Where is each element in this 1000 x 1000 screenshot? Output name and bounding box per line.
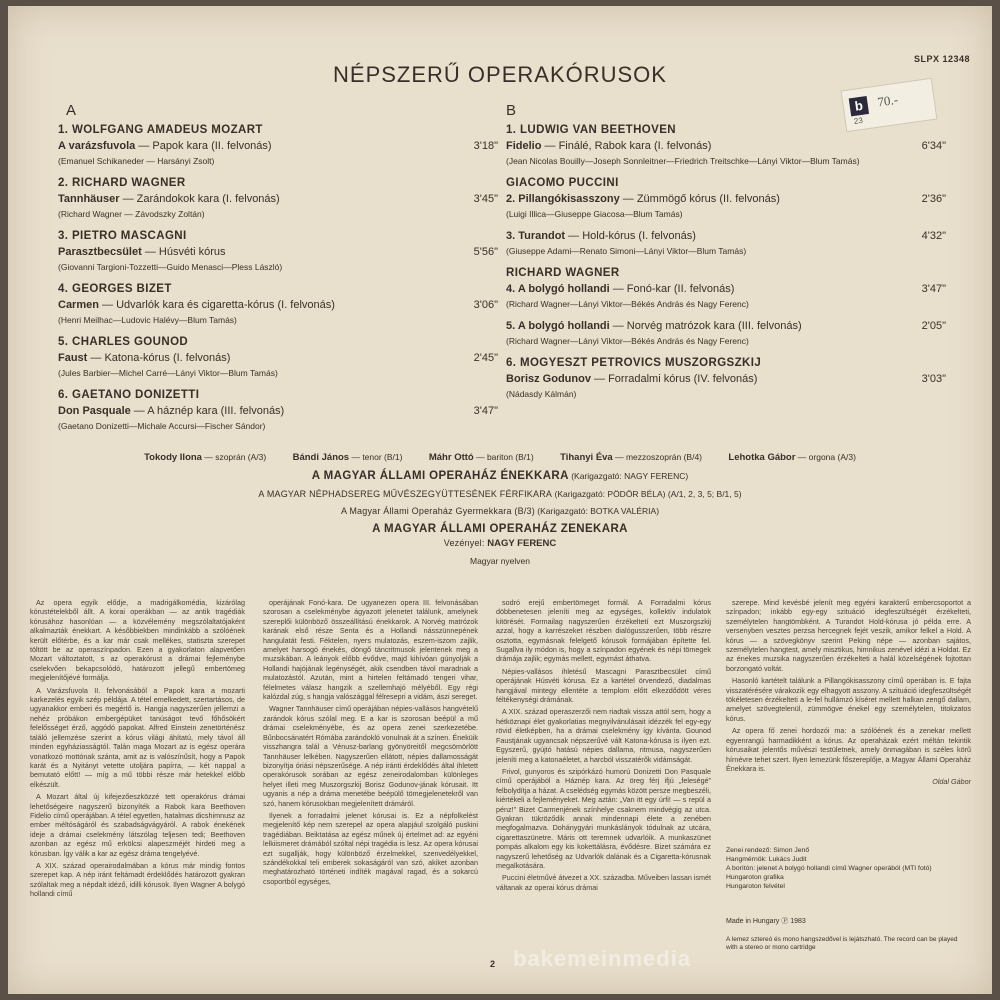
authors: (Richard Wagner—Lányi Viktor—Békés András és Nagy Ferenc) — [506, 336, 749, 346]
composer: 2. RICHARD WAGNER — [58, 177, 186, 189]
soloists — [8, 452, 992, 463]
male-chorus-master: (Karigazgató: PÖDÖR BÉLA) (A/1, 2, 3, 5; B/1, 5) — [554, 489, 742, 499]
male-chorus: A MAGYAR NÉPHADSEREG MŰVÉSZEGYÜTTESÉNEK FÉRFIKARA — [258, 489, 553, 499]
authors: (Nádasdy Kálmán) — [506, 389, 577, 399]
paragraph: Wagner Tannhäuser című operájában népies-vallásos hangvételű zarándok kórus szólal meg. E a kar is szorosan beépül a mű drámai cselekményébe, és az opera zenei szerkezetébe. Bűnbocsánatért Rómába zarándokló vonulnak át a színen. Éneküik visszhangra talál a Vénusz-barlang gyönyöreitől megcsömörlött Tannhäuser lelkében. Nagyszerűen ellátott, népies dallamosságát bizonyítja óriási népszerűsége. A nép iránti érdeklődés által ihletett operakórusok sorában az egész zeneirodalomban különleges helyet illeti meg Muszorgszkij Borisz Godunov-jának kórusait. Itt ugyanis a nép a dráma menetébe beépülő tömegjelenetekről van szó, hanem kórusokban megjelenített drámáról. — [263, 704, 478, 808]
soloist-role: — szoprán (A/3) — [201, 452, 267, 462]
track-a6 — [58, 389, 498, 432]
liner-notes-col1 — [30, 598, 245, 902]
paragraph: Népies-vallásos ihletésű Mascagni Parasztbecsület című operájának Húsvéti kórusa. Ez a kartétel örvendező, diadalmas hangjával mintegy ellentéte a templom előtt elkezdődött véres féltékenységi drámának. — [496, 666, 711, 705]
duration: 5'56" — [473, 246, 498, 258]
authors: (Giuseppe Adami—Renato Simoni—Lányi Viktor—Blum Tamás) — [506, 246, 747, 256]
album-title: NÉPSZERŰ OPERAKÓRUSOK — [333, 62, 667, 87]
paragraph: A XIX. század operaszerzői nem riadtak vissza attól sem, hogy a hétköznapi élet gyakorlatias megnyilvánulásait idézzék fel egy-egy rövid életképben, ha a drámai cselekmény így kívánta. Gounod Faustjának ugyancsak népszerűvé vált Katona-kórusa is ilyen ezt. Egyszerű, gyújtó hatású népies dallama, ritmusa, nagyszerűen jeleníti meg a katonaéletet, a harcból visszatérők vidámságát. — [496, 707, 711, 764]
credit-line: Hangmérnök: Lukács Judit — [726, 856, 807, 863]
opera-title: Borisz Godunov — [506, 373, 591, 385]
paragraph: operájának Fonó-kara. De ugyanezen opera III. felvonásában szorosan a cselekménybe ágyazott jelenetet találunk, amelynek szereplői különböző összeállítású énekkarok. A Norvég matrózok karának első része Senta és a Hollandi násszünnepének hangulatát festi. Féktelen, nyers mulatozás, eszem-iszom zajlik, amelyet harsogó énekés, döngő táncritmusok jelentenek meg a muzsikában. A leányok előbb évődve, majd kihívóan gúnyolják a Hollandi hajójának legénységét, akik csendben távol maradnak a mulatozástól. Azután, mint a hirtelen feltámadó tengeri vihar, félelmetes válasz hangzik a szellemhajó mélyéből. Egy régi kalózdal zúg, s hangja valószággal félresepri a vidám, ászi sereget. — [263, 598, 478, 702]
paragraph: Az opera egyik elődje, a madrigálkomédia, kizárólag kórustételekből állt. A korai operákban — az antik tragédiák kórusához hasonlóan — a közvélemény megszólaltatójaként alkalmazták énekkart. A későbbiekben mindinkább a szólóének került előtérbe, és a kar már csak mellékes, statiszta szerepet töltött be az operaszínpadon. Ezen a gyakorlaton alapvetően Mozart változtatott, s az operakórust a drámai fejleménybe cselekvően bekapcsolódó, határozott jellegű embertömeg megjelenítőjévé formálja. — [30, 598, 245, 683]
duration: 3'03" — [921, 373, 946, 385]
page-mark: 2 — [490, 959, 496, 969]
duration: 3'06" — [473, 299, 498, 311]
track-a1 — [58, 124, 498, 167]
piece-title: — Udvarlók kara és cigaretta-kórus (I. felvonás) — [98, 299, 335, 311]
piece-title: — Fonó-kar (II. felvonás) — [609, 283, 735, 295]
chorus: A MAGYAR ÁLLAMI OPERAHÁZ ÉNEKKARA — [311, 470, 569, 482]
composer: RICHARD WAGNER — [506, 267, 620, 279]
track-a4 — [58, 283, 498, 326]
liner-notes-col3 — [496, 598, 711, 895]
credit-line: Hungaroton grafika — [726, 874, 784, 881]
soloist — [560, 452, 702, 463]
composer: 5. CHARLES GOUNOD — [58, 336, 189, 348]
duration: 2'05" — [921, 320, 946, 332]
paragraph: sodró erejű embertömeget formál. A Forradalmi kórus döbbenetesen jeleníti meg az egységes, kollektív indulatok kitörését. Formailag nagyszerűen érzékeltetí ezt Muszorgszkij azzal, hogy a karrészeket részben dialógusszerűen, több részre osztotta, egymásnak felelgető kórusok formájában építette fel. Sugallva ily módon is, hogy a színpadon egyének és népi tömegek drámája zajlik; egymás mellett, egymást áthatva. — [496, 598, 711, 664]
work-line — [506, 230, 946, 242]
side-b-label: B — [506, 102, 517, 119]
authors: (Jean Nicolas Bouilly—Joseph Sonnleitner—Friedrich Treitschke—Lányi Viktor—Blum Tamás) — [506, 156, 860, 166]
made-in: Made in Hungary — [726, 918, 780, 925]
authors: (Jules Barbier—Michel Carré—Lányi Viktor—Blum Tamás) — [58, 368, 278, 378]
authors: (Luigi Illica—Giuseppe Giacosa—Blum Tamás) — [506, 209, 683, 219]
catalog-number: SLPX 12348 — [913, 54, 970, 64]
shop-logo-icon: b — [849, 96, 869, 116]
side-a-label: A — [66, 102, 77, 119]
chorus-master: (Karigazgató: NAGY FERENC) — [571, 471, 689, 481]
production-credits — [726, 846, 966, 891]
work-line — [58, 405, 498, 417]
playback-note: A lemez sztereó és mono hangszedővel is lejátszható. The record can be played with a stereo or mono cartridge — [726, 936, 958, 951]
duration: 3'18" — [473, 140, 498, 152]
composer: 4. GEORGES BIZET — [58, 283, 172, 295]
composer: 6. MOGYESZT PETROVICS MUSZORGSZKIJ — [506, 357, 762, 369]
side-b-tracklist — [506, 124, 946, 410]
composer: GIACOMO PUCCINI — [506, 177, 619, 189]
childrens-chorus: A Magyar Állami Operaház Gyermekkara (B/3) — [340, 506, 535, 516]
paragraph: Frivol, gunyoros és szipórkázó humorú Donizetti Don Pasquale című operájából a Háznép kara. Az öreg férj ifjú „feleségé” felbolydítja a házat. A cselédség egymás között persze megbeszéli, kiértékeli a fejleményeket. Meg aztán: „Van itt egy úrfi! — s repül a pénz!” Bizet Carmenjének színhelye csaknem mindvégig az utca. Gyakran tükröződik annak mindennapi élete a zenében megfogalmazva. Dohánygyári munkáslányok tódulnak az utcára, cigarettaszünetre. Máris ott teremnek udvarlóik. A munkaszünet pompás alkalom egy kis kokettálásra, évődésre. Bizet számára ez nagyszerű lehetőség az Udvarlók dalának és a Cigaretta-kórusnak megalkotására. — [496, 766, 711, 870]
opera-title: A varázsfuvola — [58, 140, 136, 152]
piece-title: — Forradalmi kórus (IV. felvonás) — [590, 373, 758, 385]
paragraph: Hasonló kartételt találunk a Pillangókisasszony című operában is. E fajta visszatérésére várakozik egy elhagyott asszony. A szituáció idegfeszültségét tökéletesen érzékelteti a le-fel hullámzó kíséret mellett halkan zengő dallam, amelyet szövegtelenül, zümmögve énekel egy személytelen, titokzatos kórus. — [726, 676, 971, 723]
paragraph: Puccini életművé átvezet a XX. századba. Műveiben lassan ismét váltanak az operai kórus drámai — [496, 873, 711, 892]
soloist-name: Tihanyi Éva — [560, 452, 613, 463]
year: 1983 — [790, 918, 806, 925]
paragraph: A Mozart által új kifejezőeszközzé tett operakórus drámai lehetőségeire nagyszerű bizonyíték a Rabok kara Beethoven Fidelio című operájában. A tétel egyetlen, hatalmas dicshimnusz az ember méltóságáról és szabadságvágyáról. A rabok énekének ideje a drámai cselekmény látszólag teljesen tedi; Beethoven azonban az egész mű erkölcsi alapeszméjét hirdeti meg a kórusban. Így válik a kar az egész dráma tengelyévé. — [30, 792, 245, 858]
soloist-role: — mezzoszoprán (B/4) — [612, 452, 703, 462]
opera-title: 5. A bolygó hollandi — [506, 320, 610, 332]
paragraph: Ilyenek a forradalmi jelenet kórusai is. Ez a népfolkelést megjelenítő kép nem szerepel az opera alapjául szolgáló puskini tragédiában. Beiktatása az egész műnek új értelmet ad: az egyéni lelkiismeret drámából szóltal népi tragédia is lesz. Az opera kórusai ezt sugallják, hogy különböző érzelmekkel, szenvedélyekkel, szándékokkal teli emberek sokaságáról van szó, akiket azonban meghatározható történeti indíték magával ragad, és a sokarcú csoportból egységes, — [263, 810, 478, 886]
soloist-name: Tokody Ilona — [144, 452, 202, 463]
piece-title: — Finálé, Rabok kara (I. felvonás) — [541, 140, 712, 152]
work-line — [58, 140, 498, 152]
conductor: NAGY FERENC — [487, 538, 557, 549]
opera-title: 4. A bolygó hollandi — [506, 283, 610, 295]
opera-title: Don Pasquale — [58, 405, 131, 417]
duration: 3'47" — [473, 405, 498, 417]
paragraph: A XIX. század operairodalmában a kórus már mindig fontos szerepet kap. A nép iránt feltámadt érdeklődés határozott gyakran szólaltak meg a népdalt idéző, idilli kórusok. Ilyen Wagner A bolygó hollandi című — [30, 860, 245, 899]
credit-line: A borítón: jelenet A bolygó hollandi című Wagner operából (MTI fotó) — [726, 865, 932, 872]
soloist-role: — bariton (B/1) — [473, 452, 534, 462]
work-line — [506, 283, 946, 295]
made-in-line — [726, 916, 806, 926]
record-sleeve-back — [8, 6, 992, 994]
opera-title: Faust — [58, 352, 88, 364]
composer: 3. PIETRO MASCAGNI — [58, 230, 187, 242]
opera-title: Tannhäuser — [58, 193, 120, 205]
work-line — [58, 193, 498, 205]
side-a-tracklist — [58, 124, 498, 442]
soloist — [144, 452, 266, 463]
soloist-name: Máhr Ottó — [428, 452, 474, 463]
work-line — [58, 352, 498, 364]
work-line — [506, 320, 946, 332]
opera-title: Carmen — [58, 299, 99, 311]
language: Magyar nyelven — [469, 556, 530, 566]
piece-title: — Katona-kórus (I. felvonás) — [87, 352, 231, 364]
piece-title: — Papok kara (II. felvonás) — [135, 140, 272, 152]
piece-title: — Zümmögő kórus (II. felvonás) — [619, 193, 780, 205]
authors: (Gaetano Donizetti—Michale Accursi—Fischer Sándor) — [58, 421, 266, 431]
track-a3 — [58, 230, 498, 273]
piece-title: — A háznép kara (III. felvonás) — [130, 405, 285, 417]
duration: 3'47" — [921, 283, 946, 295]
sticker-price: 70.- — [876, 91, 899, 110]
soloist-name: Lehotka Gábor — [728, 452, 796, 463]
phonogram-icon: Ⓟ — [781, 918, 789, 925]
opera-title: Fidelio — [506, 140, 542, 152]
male-chorus-line — [8, 489, 992, 499]
paragraph: Az opera fő zenei hordozói ma: a szólóének és a zenekar mellett egyenrangú harmadikként a kórus. Az operaházak ezért méltán tekintik kórusaikat jelentős művészi testületnek, amely önmagában is széles körű hírnévre tehet szert. Ilyen lemezünk főszereplője, a Magyar Állami Operaház Énekkara is. — [726, 726, 971, 773]
duration: 2'36" — [921, 193, 946, 205]
sticker-code: 23 — [853, 115, 864, 126]
childrens-chorus-line — [8, 506, 992, 516]
work-line — [58, 246, 498, 258]
paragraph: szerepe. Mind kevésbé jelenít meg egyéni karakterű embercsoportot a színpadon; inkább egy-egy szituáció idegfeszültségét érzékelteti, személytelen hangtömbként. A Turandot Hold-kórusa jó példa erre. A versenyben vesztes perzsa hercegnek fejét veszik, amikor felkel a Hold. A kórus — a szövegkönyv szerint Peking népe — azonban sajátos, személytelen hangtest, amely misztikus, himnikus zenével idézi a Holdat. Ez az énekes muzsika nagyszerűen érzékelteti a halál közelségének fojtottan borzongató voltát. — [726, 598, 971, 673]
chorus-line — [8, 470, 992, 482]
composer: 1. WOLFGANG AMADEUS MOZART — [58, 124, 263, 136]
piece-title: — Zarándokok kara (I. felvonás) — [119, 193, 280, 205]
opera-title: 2. Pillangókisasszony — [506, 193, 620, 205]
opera-title: Parasztbecsület — [58, 246, 142, 258]
conductor-line — [8, 538, 992, 549]
authors: (Henri Meilhac—Ludovic Halévy—Blum Tamás) — [58, 315, 237, 325]
duration: 2'45" — [473, 352, 498, 364]
work-line — [58, 299, 498, 311]
performers — [8, 452, 992, 573]
soloist-role: — orgona (A/3) — [795, 452, 856, 462]
piece-title: — Norvég matrózok kara (III. felvonás) — [609, 320, 802, 332]
soloist — [293, 452, 403, 463]
credit-line: Hungaroton felvétel — [726, 883, 785, 890]
duration: 3'45" — [473, 193, 498, 205]
liner-notes-col2 — [263, 598, 478, 889]
composer: 1. LUDWIG VAN BEETHOVEN — [506, 124, 676, 136]
soloist — [429, 452, 534, 463]
track-a5 — [58, 336, 498, 379]
authors: (Richard Wagner — Závodszky Zoltán) — [58, 209, 205, 219]
childrens-chorus-master: (Karigazgató: BOTKA VALÉRIA) — [537, 506, 660, 516]
watermark: bakemeinmedia — [513, 946, 692, 971]
duration: 4'32" — [921, 230, 946, 242]
credit-line: Zenei rendező: Simon Jenő — [726, 847, 810, 854]
piece-title: — Húsvéti kórus — [141, 246, 226, 258]
author-signature: Oldal Gábor — [932, 777, 971, 787]
conductor-label: Vezényel: — [443, 538, 488, 548]
authors: (Richard Wagner—Lányi Viktor—Békés András és Nagy Ferenc) — [506, 299, 749, 309]
work-line — [506, 193, 946, 205]
paragraph: A Varázsfuvola II. felvonásából a Papok kara a mozarti karkezelés egyik szép példája. A tétel emelkedett, szertartásos, de ugyanakkor emberi és megértő is. Hangja nagyszerűen jellemzi a nehéz próbákon embergépüket tanúságot tevő főhősökért felelősséget érző, aggódó papokat. Alfred Einstein zenetörténész találó jellemzése szerint a kórus világi áhítatú, mely távol áll minden egyháziasságtól. Talán maga Mozart az is egész operára vonatkozó mottónak szánta, amit az is valószínűsít, hogy a Papok karát és a Nyitányt vetette utoljára papírra, — két nappal a bemutató előtt! — míg a mű többi része már hetekkel előbb elkészült. — [30, 685, 245, 789]
soloist-name: Bándi János — [292, 452, 350, 463]
work-line — [506, 140, 946, 152]
soloist — [728, 452, 856, 463]
authors: (Giovanni Targioni-Tozzetti—Guido Menasci—Pless László) — [58, 262, 283, 272]
authors: (Emanuel Schikaneder — Harsányi Zsolt) — [58, 156, 215, 166]
orchestra — [8, 523, 992, 535]
liner-notes-col4 — [726, 598, 971, 787]
opera-title: 3. Turandot — [506, 230, 566, 242]
soloist-role: — tenor (B/1) — [349, 452, 403, 462]
orchestra-name: A MAGYAR ÁLLAMI OPERAHÁZ ZENEKARA — [372, 523, 628, 535]
work-line — [506, 373, 946, 385]
duration: 6'34" — [921, 140, 946, 152]
composer: 6. GAETANO DONIZETTI — [58, 389, 200, 401]
piece-title: — Hold-kórus (I. felvonás) — [565, 230, 696, 242]
track-a2 — [58, 177, 498, 220]
